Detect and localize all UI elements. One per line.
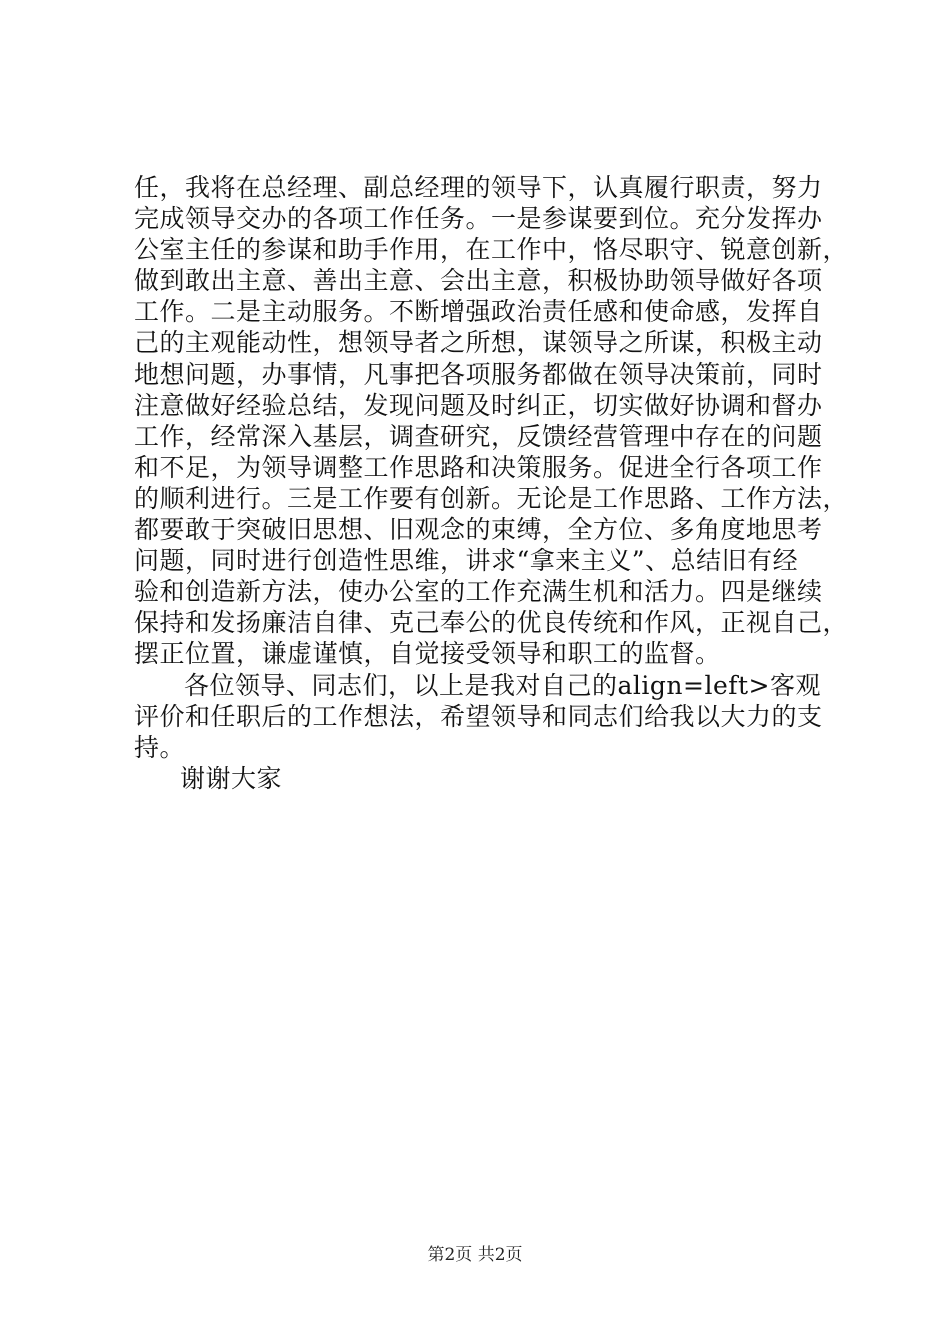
paragraph-line: 公室主任的参谋和助手作用，在工作中，恪尽职守、锐意创新， bbox=[134, 235, 849, 265]
document-body bbox=[134, 172, 849, 794]
paragraph-line: 评价和任职后的工作想法，希望领导和同志们给我以大力的支 bbox=[134, 701, 823, 731]
paragraph-line: 验和创造新方法，使办公室的工作充满生机和活力。四是继续 bbox=[134, 577, 823, 607]
paragraph-line: 都要敢于突破旧思想、旧观念的束缚，全方位、多角度地思考 bbox=[134, 515, 823, 545]
paragraph-line: 各位领导、同志们，以上是我对自己的align=left>客观 bbox=[184, 670, 821, 700]
paragraph-line: 注意做好经验总结，发现问题及时纠正，切实做好协调和督办 bbox=[134, 390, 823, 420]
paragraph-line: 工作，经常深入基层，调查研究，反馈经营管理中存在的问题 bbox=[134, 421, 823, 451]
paragraph-line: 做到敢出主意、善出主意、会出主意，积极协助领导做好各项 bbox=[134, 266, 823, 296]
paragraph-line: 持。 bbox=[134, 732, 186, 762]
paragraph-line: 摆正位置，谦虚谨慎，自觉接受领导和职工的监督。 bbox=[134, 639, 721, 669]
paragraph-line: 的顺利进行。三是工作要有创新。无论是工作思路、工作方法， bbox=[134, 483, 849, 513]
paragraph-line: 地想问题，办事情，凡事把各项服务都做在领导决策前，同时 bbox=[134, 359, 823, 389]
paragraph-line: 完成领导交办的各项工作任务。一是参谋要到位。充分发挥办 bbox=[134, 204, 823, 234]
paragraph-line: 问题，同时进行创造性思维，讲求“拿来主义”、总结旧有经 bbox=[134, 546, 799, 576]
paragraph-line: 保持和发扬廉洁自律、克己奉公的优良传统和作风，正视自己， bbox=[134, 608, 849, 638]
paragraph-line: 己的主观能动性，想领导者之所想，谋领导之所谋，积极主动 bbox=[134, 328, 823, 358]
paragraph-line: 工作。二是主动服务。不断增强政治责任感和使命感，发挥自 bbox=[134, 297, 823, 327]
page-number-footer: 第2页 共2页 bbox=[427, 1245, 523, 1265]
closing-line: 谢谢大家 bbox=[180, 763, 283, 793]
paragraph-line: 任，我将在总经理、副总经理的领导下，认真履行职责，努力 bbox=[134, 173, 823, 202]
paragraph-line: 和不足，为领导调整工作思路和决策服务。促进全行各项工作 bbox=[134, 452, 823, 482]
